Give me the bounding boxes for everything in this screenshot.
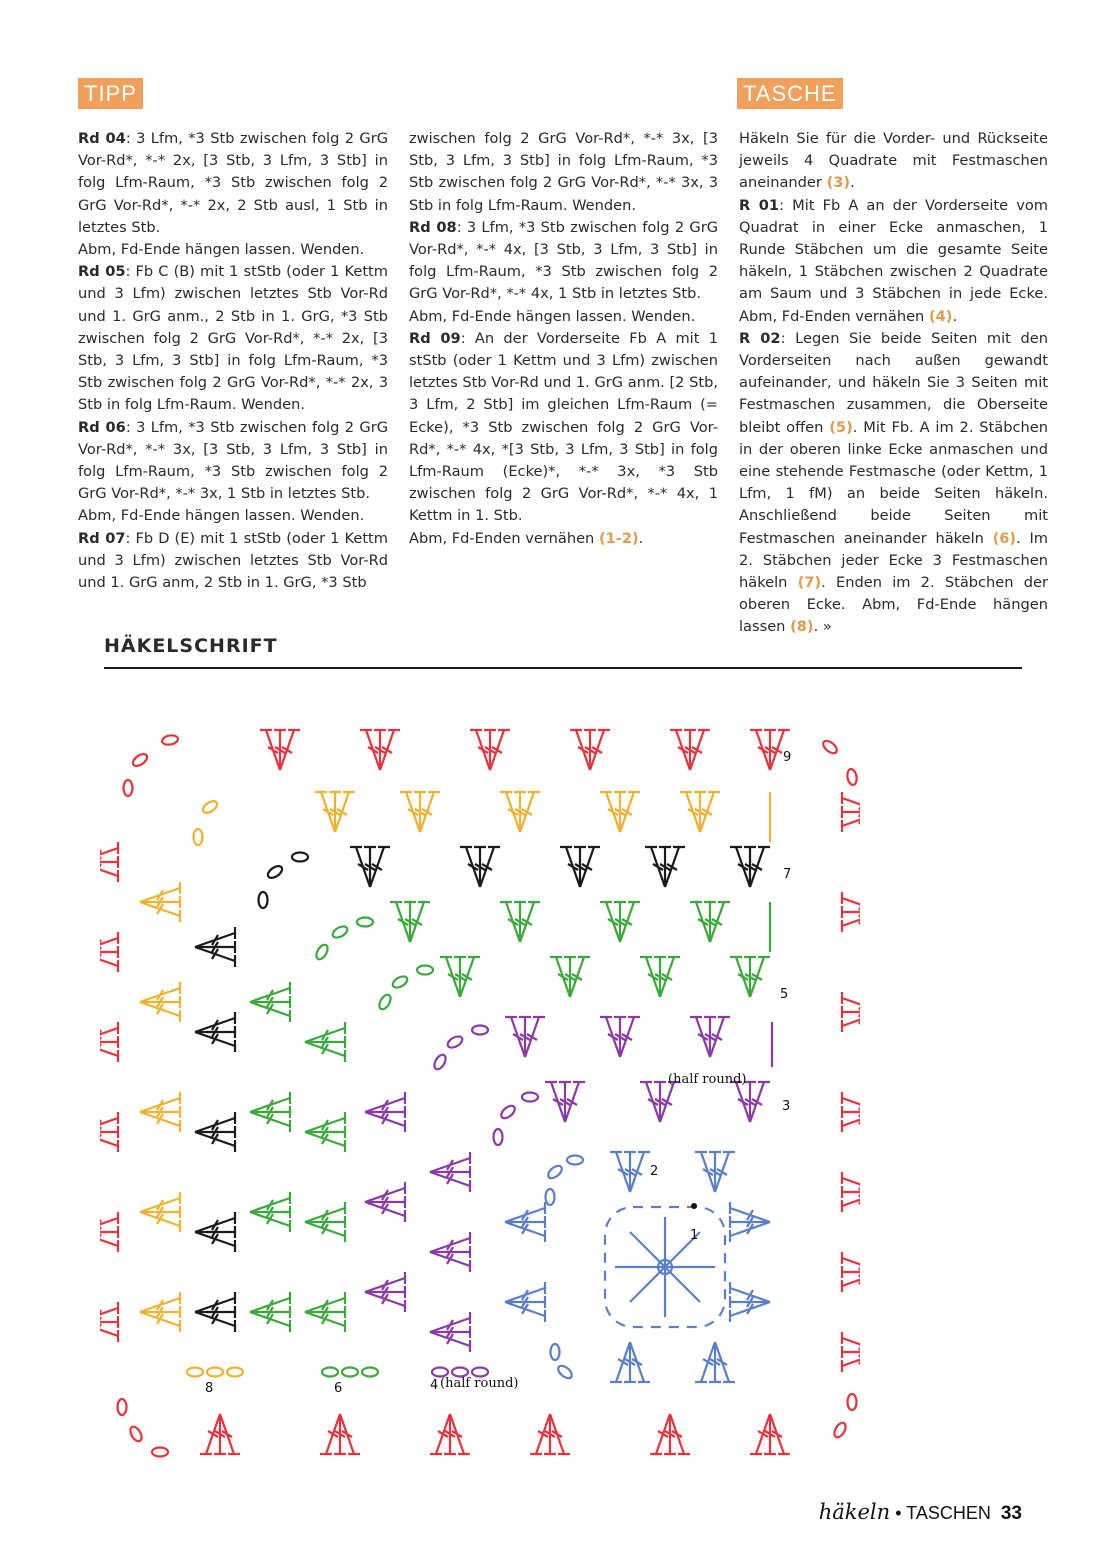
page-footer xyxy=(819,1500,1022,1525)
treble-group-r9-top xyxy=(470,730,510,770)
treble-group-r5-top xyxy=(440,957,480,997)
chain-r2 xyxy=(551,1344,560,1360)
col1-paragraph xyxy=(78,128,388,239)
treble-group-r2-right xyxy=(730,1202,770,1242)
treble-group-r8-top xyxy=(600,792,640,832)
treble-group-r8-left xyxy=(140,1192,180,1232)
treble-group-r9-right xyxy=(842,1252,860,1292)
treble-group-r4-left xyxy=(365,1092,405,1132)
chain-r5 xyxy=(391,974,409,990)
round-label-5: 5 xyxy=(780,987,789,1002)
row-text-r02-b: . Mit Fb. A im 2. Stäbchen in der oberen linke Ecke anmaschen und eine stehende Festmasche (oder Kettm, 1 Lfm, 1 fM) an beide Seiten häkeln. Anschließend beide Seiten mit Festmaschen aneinander häkeln xyxy=(739,418,1049,547)
chain-r9 xyxy=(846,768,858,785)
treble-group-r9-right xyxy=(842,792,860,832)
treble-group-r6-left xyxy=(250,982,290,1022)
treble-group-r8-left xyxy=(140,1092,180,1132)
treble-group-r3-top xyxy=(730,1082,770,1122)
instruction-text: Abm, Fd-Ende hängen lassen. Wenden. xyxy=(409,307,696,325)
half-round-note-3: (half round) xyxy=(668,1072,747,1087)
treble-group-r2-left xyxy=(505,1282,545,1322)
col1-paragraph xyxy=(78,528,388,595)
chain-r9 xyxy=(152,1448,168,1457)
treble-group-r8-left xyxy=(140,982,180,1022)
col2-paragraph xyxy=(409,217,718,306)
chain-r6 xyxy=(342,1368,358,1377)
chain-r8 xyxy=(207,1368,223,1377)
treble-group-r9-bottom xyxy=(750,1414,790,1454)
treble-group-r9-right xyxy=(842,1332,860,1372)
chain-r7 xyxy=(266,864,284,881)
chain-r2 xyxy=(567,1156,583,1165)
treble-group-r4-top xyxy=(505,1017,545,1057)
treble-group-r5-top xyxy=(730,957,770,997)
treble-group-r8-left xyxy=(140,1292,180,1332)
treble-group-r6-left xyxy=(250,1092,290,1132)
footer-section: TASCHEN xyxy=(906,1503,991,1523)
instruction-text: : 3 Lfm, *3 Stb zwischen folg 2 GrG Vor-Rd*, *-* 4x, [3 Stb, 3 Lfm, 3 Stb] in folg Lfm-Raum, *3 Stb zwischen folg 2 GrG Vor-Rd*, *-* 4x, 1 Stb in letztes Stb. xyxy=(409,218,718,303)
treble-group-r6-top xyxy=(500,902,540,942)
chain-r6 xyxy=(314,943,330,961)
treble-group-r4-top xyxy=(600,1017,640,1057)
treble-group-r5-left xyxy=(305,1022,345,1062)
chain-r6 xyxy=(362,1368,378,1377)
col2-paragraph xyxy=(409,528,718,550)
round-label-7: 7 xyxy=(783,867,792,882)
col1-paragraph xyxy=(78,505,388,527)
treble-group-r5-top xyxy=(550,957,590,997)
instruction-text: Abm, Fd-Ende hängen lassen. Wenden. xyxy=(78,241,365,259)
instructions-column-1 xyxy=(78,128,388,594)
treble-group-r9-top xyxy=(360,730,400,770)
figure-ref-7: (7) xyxy=(797,574,822,592)
tipp-tag: TIPP xyxy=(78,78,143,109)
chain-r3 xyxy=(494,1129,503,1145)
treble-group-r6-left xyxy=(250,1292,290,1332)
row-label-r01: R 01 xyxy=(739,196,780,214)
chain-r9 xyxy=(832,1421,848,1439)
instruction-text: : 3 Lfm, *3 Stb zwischen folg 2 GrG Vor-Rd*, *-* 2x, [3 Stb, 3 Lfm, 3 Stb] in folg Lfm-Raum, *3 Stb zwischen folg 2 GrG Vor-Rd*, *-* 2x, 2 Stb ausl, 1 Stb in letztes Stb. xyxy=(78,130,388,236)
treble-group-r4-left xyxy=(365,1182,405,1222)
figure-ref-6: (6) xyxy=(992,529,1017,547)
chain-r2 xyxy=(546,1163,564,1180)
row-text-r01: : Mit Fb A an der Vorderseite vom Quadrat in einer Ecke anmaschen, 1 Runde Stäbchen um die gesamte Seite häkeln, 1 Stäbchen zwischen 2 Quadrate am Saum und 3 Stäbchen in jede Ecke. Abm, Fd-Enden vernähen xyxy=(739,196,1048,325)
instruction-text: Abm, Fd-Ende hängen lassen. Wenden. xyxy=(78,507,365,525)
treble-group-r7-left xyxy=(195,1212,235,1252)
treble-group-r9-left xyxy=(100,1022,118,1062)
treble-group-r7-left xyxy=(195,1292,235,1332)
row-label-r02: R 02 xyxy=(739,329,781,347)
footer-separator: • xyxy=(890,1503,907,1523)
instruction-text-tail: . xyxy=(638,529,644,547)
round-label: Rd 09 xyxy=(409,329,461,347)
treble-group-r3-left xyxy=(430,1152,470,1192)
treble-group-r9-top xyxy=(260,730,300,770)
round-label-3: 3 xyxy=(782,1099,791,1114)
treble-group-r8-left xyxy=(140,882,180,922)
chain-r6 xyxy=(357,918,373,927)
col2-paragraph xyxy=(409,128,718,217)
treble-group-r5-left xyxy=(305,1292,345,1332)
treble-group-r9-bottom xyxy=(430,1414,470,1454)
treble-group-r9-top xyxy=(670,730,710,770)
treble-group-r9-bottom xyxy=(200,1414,240,1454)
treble-group-r8-top xyxy=(680,792,720,832)
chain-r4 xyxy=(472,1026,488,1035)
figure-ref-5: (5) xyxy=(829,418,853,436)
row-text-r02-c: . Im 2. Stäbchen jeder Ecke 3 Festmaschen häkeln xyxy=(739,529,1048,592)
chain-r8 xyxy=(194,829,203,845)
treble-group-r7-left xyxy=(195,927,235,967)
chain-r9 xyxy=(161,734,178,746)
row-text-r02: : Legen Sie beide Seiten mit den Vorderseiten nach außen gewandt aufeinander, und häkeln Sie 3 Seiten mit Festmaschen zusammen, die Oberseite bleibt offen xyxy=(739,329,1048,436)
chain-r4 xyxy=(432,1053,448,1071)
treble-group-r2-bottom xyxy=(695,1342,735,1382)
round-label: Rd 06 xyxy=(78,418,126,436)
chain-r5 xyxy=(417,966,433,975)
treble-group-r2-right xyxy=(730,1282,770,1322)
tasche-intro: Häkeln Sie für die Vorder- und Rückseite jeweils 4 Quadrate mit Festmaschen aneinander xyxy=(739,130,1048,192)
chain-r2 xyxy=(556,1363,574,1380)
chain-r9 xyxy=(821,738,839,755)
treble-group-r9-left xyxy=(100,1212,118,1252)
figure-ref-8: (8) xyxy=(790,618,814,636)
col2-paragraph xyxy=(409,328,718,528)
tasche-tag: TASCHE xyxy=(737,78,843,109)
treble-r1 xyxy=(630,1232,665,1267)
chain-r4 xyxy=(446,1034,464,1050)
round-label-2: 2 xyxy=(650,1164,659,1179)
instruction-text: : 3 Lfm, *3 Stb zwischen folg 2 GrG Vor-Rd*, *-* 3x, [3 Stb, 3 Lfm, 3 Stb] in folg Lfm-Raum, *3 Stb zwischen folg 2 GrG Vor-Rd*, *-* 3x, 1 Stb in letztes Stb. xyxy=(78,418,388,503)
instructions-column-2 xyxy=(409,128,718,550)
chain-r8 xyxy=(187,1368,203,1377)
treble-group-r9-right xyxy=(842,1092,860,1132)
chain-r7 xyxy=(292,853,308,862)
treble-group-r3-top xyxy=(640,1082,680,1122)
treble-group-r6-top xyxy=(690,902,730,942)
chain-r6 xyxy=(331,924,349,940)
col2-paragraph xyxy=(409,306,718,328)
instruction-text: zwischen folg 2 GrG Vor-Rd*, *-* 3x, [3 Stb, 3 Lfm, 3 Stb] in folg Lfm-Raum, *3 Stb zwischen folg 2 GrG Vor-Rd*, *-* 3x, 3 Stb in folg Lfm-Raum. Wenden. xyxy=(409,130,718,214)
treble-group-r9-left xyxy=(100,932,118,972)
chain-r3 xyxy=(499,1103,517,1120)
treble-group-r9-bottom xyxy=(320,1414,360,1454)
treble-group-r5-left xyxy=(305,1112,345,1152)
treble-group-r6-top xyxy=(390,902,430,942)
chain-r9 xyxy=(118,1399,127,1415)
round-label: Rd 05 xyxy=(78,263,126,281)
treble-group-r5-top xyxy=(640,957,680,997)
chain-r5 xyxy=(377,993,393,1011)
chain-r9 xyxy=(848,1394,857,1410)
treble-group-r9-bottom xyxy=(530,1414,570,1454)
col1-paragraph xyxy=(78,417,388,506)
chain-r2 xyxy=(546,1189,555,1205)
row-text-r02-d: . Enden im 2. Stäbchen der oberen Ecke. Abm, Fd-Ende hängen lassen xyxy=(739,574,1048,636)
round-label-9: 9 xyxy=(783,750,792,765)
treble-group-r6-left xyxy=(250,1192,290,1232)
treble-group-r7-top xyxy=(645,847,685,887)
treble-group-r3-top xyxy=(545,1082,585,1122)
chain-r7 xyxy=(259,892,268,908)
round-label: Rd 07 xyxy=(78,529,126,547)
treble-group-r8-top xyxy=(500,792,540,832)
chain-r6 xyxy=(322,1368,338,1377)
page-number: 33 xyxy=(1000,1503,1022,1524)
round-label: Rd 04 xyxy=(78,130,126,147)
magazine-name: häkeln xyxy=(818,1500,891,1524)
chain-r9 xyxy=(131,752,149,769)
treble-group-r9-right xyxy=(842,892,860,932)
row-text-r02-e: . » xyxy=(813,618,832,636)
chain-r8 xyxy=(227,1368,243,1377)
figure-ref-4: (4) xyxy=(928,307,953,325)
col1-paragraph xyxy=(78,239,388,261)
round-label-1: 1 xyxy=(690,1228,699,1243)
treble-group-r3-left xyxy=(430,1312,470,1352)
round-label: Rd 08 xyxy=(409,218,457,236)
treble-group-r9-left xyxy=(100,842,118,882)
treble-group-r7-top xyxy=(460,847,500,887)
section-divider xyxy=(104,667,1022,669)
treble-group-r9-right xyxy=(842,992,860,1032)
treble-group-r4-left xyxy=(365,1272,405,1312)
instruction-text: : Fb C (B) mit 1 stStb (oder 1 Kettm und 3 Lfm) zwischen letztes Stb Vor-Rd und 1. GrG anm., 2 Stb in 1. GrG, *3 Stb zwischen folg 2 GrG Vor-Rd*, *-* 2x, [3 Stb, 3 Lfm, 3 Stb] in folg Lfm-Raum, *3 Stb zwischen folg 2 GrG Vor-Rd*, *-* 2x, 3 Stb in folg Lfm-Raum. Wenden. xyxy=(78,263,388,414)
half-round-note-4: (half round) xyxy=(440,1376,519,1391)
col1-paragraph xyxy=(78,261,388,416)
instruction-text: : An der Vorderseite Fb A mit 1 stStb (oder 1 Kettm und 3 Lfm) zwischen letztes Stb Vor-Rd und 1. GrG anm. [2 Stb, 3 Lfm, 2 Stb] im gleichen Lfm-Raum (= Ecke), *3 Stb zwischen folg 2 GrG Vor-Rd*, *-* 4x, *[3 Stb, 3 Lfm, 3 Stb] in folg Lfm-Raum (Ecke)*, *-* 3x, *3 Stb zwischen folg 2 GrG Vor-Rd*, *-* 4x, 1 Kettm in 1. Stb. xyxy=(409,329,718,525)
figure-ref: (1-2) xyxy=(598,529,639,547)
treble-group-r2-bottom xyxy=(610,1342,650,1382)
treble-group-r7-top xyxy=(350,847,390,887)
treble-r1 xyxy=(630,1267,665,1302)
treble-group-r2-top xyxy=(695,1152,735,1192)
instruction-text: Abm, Fd-Enden vernähen xyxy=(409,529,599,547)
start-dot xyxy=(691,1203,697,1209)
treble-group-r3-left xyxy=(430,1232,470,1272)
round-label-8: 8 xyxy=(205,1381,214,1396)
treble-group-r7-top xyxy=(730,847,770,887)
chain-r3 xyxy=(522,1093,538,1102)
treble-group-r7-left xyxy=(195,1012,235,1052)
treble-group-r9-top xyxy=(570,730,610,770)
treble-group-r2-top xyxy=(610,1152,650,1192)
instructions-column-3: Häkeln Sie für die Vorder- und Rückseite jeweils 4 Quadrate mit Festmaschen aneinander (3). R 01: Mit Fb A an der Vorderseite vom Quadrat in einer Ecke anmaschen, 1 Runde Stäbchen um die gesamte Seite häkeln, 1 Stäbchen zwischen 2 Quadrate am Saum und 3 Stäbchen in jede Ecke. Abm, Fd-Enden vernähen (4). R 02: Legen Sie beide Seiten mit den Vorderseiten nach außen gewandt aufeinander, und häkeln Sie 3 Seiten mit Festmaschen zusammen, die Oberseite bleibt offen (5). Mit Fb. A im 2. Stäbchen in der oberen linke Ecke anmaschen und eine stehende Festmasche (oder Kettm, 1 Lfm, 1 fM) an beide Seiten häkeln. Anschließend beide Seiten mit Festmaschen aneinander häkeln (6). Im 2. Stäbchen jeder Ecke 3 Festmaschen häkeln (7). Enden im 2. Stäbchen der oberen Ecke. Abm, Fd-Ende hängen lassen (8). » xyxy=(739,130,1049,636)
round-label-6: 6 xyxy=(334,1381,343,1396)
treble-group-r8-top xyxy=(315,792,355,832)
instruction-text: : Fb D (E) mit 1 stStb (oder 1 Kettm und 3 Lfm) zwischen letztes Stb Vor-Rd und 1. GrG anm, 2 Stb in 1. GrG, *3 Stb xyxy=(78,529,388,592)
chain-r9 xyxy=(128,1425,144,1443)
chain-r9 xyxy=(124,780,133,796)
treble-r1 xyxy=(665,1267,700,1302)
treble-group-r9-right xyxy=(842,1172,860,1212)
treble-group-r2-left xyxy=(505,1202,545,1242)
treble-group-r7-left xyxy=(195,1112,235,1152)
treble-group-r5-left xyxy=(305,1202,345,1242)
chain-r8 xyxy=(201,799,219,816)
section-title: HÄKELSCHRIFT xyxy=(104,635,278,657)
round-label-4: 4 xyxy=(430,1378,439,1393)
treble-group-r7-top xyxy=(560,847,600,887)
treble-group-r9-left xyxy=(100,1112,118,1152)
treble-group-r6-top xyxy=(600,902,640,942)
treble-group-r9-left xyxy=(100,1302,118,1342)
crochet-chart xyxy=(100,712,860,1472)
treble-group-r4-top xyxy=(690,1017,730,1057)
treble-group-r9-bottom xyxy=(650,1414,690,1454)
figure-ref-3: (3) xyxy=(826,174,851,192)
treble-group-r8-top xyxy=(400,792,440,832)
